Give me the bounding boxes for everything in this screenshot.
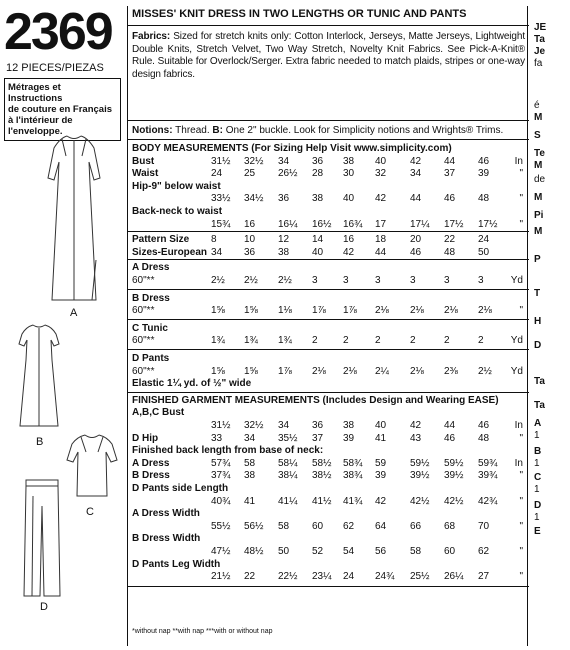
table-cell: 26½ bbox=[278, 168, 298, 180]
table-row bbox=[128, 419, 529, 432]
row-label: A Dress bbox=[132, 457, 170, 469]
table-cell: 1⅞ bbox=[343, 305, 357, 317]
table-cell: 44 bbox=[444, 155, 456, 167]
table-cell: 2½ bbox=[244, 275, 258, 286]
table-cell: 40 bbox=[375, 420, 387, 431]
table-cell: 17½ bbox=[478, 218, 498, 230]
table-cell: 60 bbox=[312, 520, 324, 532]
table-cell: 22 bbox=[244, 571, 256, 583]
table-cell: 14 bbox=[312, 234, 324, 246]
row-label: A Dress Width bbox=[132, 508, 200, 520]
table-cell: 34½ bbox=[244, 193, 264, 205]
table-cell: 3 bbox=[478, 275, 484, 286]
table-cell: 48½ bbox=[244, 546, 264, 557]
unit-label: " bbox=[519, 470, 523, 482]
clipped-text: Pi bbox=[534, 210, 544, 221]
table-cell: 30 bbox=[343, 168, 355, 180]
table-cell: 2⅛ bbox=[410, 305, 424, 317]
row-label: 60"** bbox=[132, 275, 155, 286]
table-cell: 50 bbox=[278, 546, 290, 557]
table-cell: 58½ bbox=[312, 457, 332, 469]
table-cell: 38¾ bbox=[343, 470, 363, 482]
table-cell: 42 bbox=[375, 193, 387, 205]
row-label: Elastic 1¼ yd. of ½" wide bbox=[132, 378, 252, 390]
unit-label: Yd bbox=[510, 275, 523, 286]
clipped-text: de bbox=[534, 174, 546, 185]
table-row bbox=[128, 352, 529, 365]
clipped-text: JE bbox=[534, 22, 547, 33]
table-cell: 1¾ bbox=[278, 335, 292, 347]
table-cell: 17½ bbox=[444, 218, 464, 230]
table-cell: 66 bbox=[410, 520, 422, 532]
table-cell: 23¼ bbox=[312, 571, 332, 583]
table-cell: 32 bbox=[375, 168, 387, 180]
table-cell: 2⅛ bbox=[410, 365, 424, 377]
table-cell: 1⅛ bbox=[278, 305, 292, 317]
table-row bbox=[128, 365, 529, 378]
table-cell: 8 bbox=[211, 234, 217, 246]
table-cell: 28 bbox=[312, 168, 324, 180]
table-cell: 2 bbox=[312, 335, 318, 347]
table-row bbox=[128, 432, 529, 445]
table-cell: 3 bbox=[343, 275, 349, 286]
table-cell: 27 bbox=[478, 571, 490, 583]
table-row bbox=[128, 334, 529, 347]
table-cell: 42 bbox=[410, 155, 422, 167]
row-label: C Tunic bbox=[132, 322, 168, 334]
unit-label: Yd bbox=[510, 365, 523, 377]
table-cell: 31½ bbox=[211, 420, 231, 431]
row-label: B Dress bbox=[132, 292, 170, 304]
table-row bbox=[128, 205, 529, 218]
table-cell: 20 bbox=[410, 234, 422, 246]
table-cell: 25 bbox=[244, 168, 256, 180]
table-cell: 37 bbox=[444, 168, 456, 180]
table-row bbox=[128, 155, 529, 168]
view-d-sketch bbox=[20, 476, 64, 600]
clipped-text: B bbox=[534, 446, 542, 457]
language-note-line: l'enveloppe. bbox=[8, 126, 63, 137]
table-row bbox=[128, 246, 529, 259]
divider bbox=[128, 349, 529, 350]
table-cell: 56½ bbox=[244, 520, 264, 532]
unit-label: " bbox=[519, 571, 523, 583]
table-row bbox=[128, 233, 529, 246]
table-cell: 48 bbox=[478, 432, 490, 444]
table-cell: 46 bbox=[410, 246, 422, 258]
table-cell: 44 bbox=[444, 420, 456, 431]
table-row bbox=[128, 167, 529, 180]
table-cell: 47½ bbox=[211, 546, 231, 557]
table-cell: 42½ bbox=[444, 495, 464, 507]
table-cell: 1¾ bbox=[211, 335, 225, 347]
clipped-text: M bbox=[534, 192, 543, 203]
clipped-text: D bbox=[534, 500, 542, 511]
table-cell: 2 bbox=[343, 335, 349, 347]
table-row bbox=[128, 292, 529, 305]
section-heading bbox=[128, 394, 529, 407]
table-cell: 2⅛ bbox=[478, 305, 492, 317]
table-row bbox=[128, 261, 529, 274]
pattern-number: 2369 bbox=[4, 3, 112, 61]
table-cell: 46 bbox=[478, 155, 490, 167]
envelope-back-main bbox=[127, 6, 528, 646]
row-label: 60"** bbox=[132, 305, 155, 317]
table-row bbox=[128, 322, 529, 335]
clipped-text: Ta bbox=[534, 34, 545, 45]
unit-label: " bbox=[519, 432, 523, 444]
table-cell: 2 bbox=[410, 335, 416, 347]
view-b-sketch bbox=[14, 322, 64, 430]
table-cell: 36 bbox=[244, 246, 256, 258]
table-cell: 1⅝ bbox=[244, 305, 258, 317]
table-cell: 33 bbox=[211, 432, 223, 444]
row-label: B Dress Width bbox=[132, 533, 201, 545]
table-cell: 39 bbox=[343, 432, 355, 444]
clipped-text: C bbox=[534, 472, 542, 483]
row-label: Finished back length from base of neck: bbox=[132, 445, 324, 457]
table-cell: 38 bbox=[312, 193, 324, 205]
table-cell: 41¾ bbox=[343, 495, 363, 507]
notions-b-label: B: bbox=[212, 125, 223, 136]
clipped-text: T bbox=[534, 288, 541, 299]
table-cell: 24 bbox=[211, 168, 223, 180]
table-cell: 40 bbox=[343, 193, 355, 205]
table-cell: 41½ bbox=[312, 495, 332, 507]
divider bbox=[128, 231, 529, 232]
table-cell: 39½ bbox=[410, 470, 430, 482]
notions-section bbox=[128, 123, 529, 140]
row-label: Sizes-European bbox=[132, 246, 208, 258]
row-label: B Dress bbox=[132, 470, 170, 482]
clipped-text: 1 bbox=[534, 458, 540, 469]
table-cell: 41¼ bbox=[278, 495, 298, 507]
table-cell: 26¼ bbox=[444, 571, 464, 583]
table-row bbox=[128, 274, 529, 287]
table-cell: 48 bbox=[478, 193, 490, 205]
table-cell: 33½ bbox=[211, 193, 231, 205]
table-cell: 3 bbox=[410, 275, 416, 286]
fabrics-label: Fabrics: bbox=[132, 31, 171, 42]
table-cell: 58¾ bbox=[343, 457, 363, 469]
unit-label: In bbox=[514, 155, 523, 167]
language-note-line: de couture en Français bbox=[8, 104, 113, 115]
table-cell: 3 bbox=[444, 275, 450, 286]
row-label: Bust bbox=[132, 155, 155, 167]
table-cell: 59¾ bbox=[478, 457, 498, 469]
divider bbox=[128, 259, 529, 260]
table-cell: 32½ bbox=[244, 420, 264, 431]
table-cell: 34 bbox=[278, 155, 290, 167]
table-cell: 59½ bbox=[444, 457, 464, 469]
notions-text: Thread. bbox=[175, 125, 213, 136]
clipped-text: 1 bbox=[534, 484, 540, 495]
table-cell: 1⅝ bbox=[211, 365, 225, 377]
language-note-line: Métrages et Instructions bbox=[8, 82, 63, 104]
table-cell: 18 bbox=[375, 234, 387, 246]
table-cell: 55½ bbox=[211, 520, 231, 532]
table-cell: 2½ bbox=[211, 275, 225, 286]
table-cell: 2⅛ bbox=[343, 365, 357, 377]
clipped-text: D bbox=[534, 340, 542, 351]
table-row bbox=[128, 558, 529, 571]
table-cell: 31½ bbox=[211, 155, 231, 167]
table-cell: 42½ bbox=[410, 495, 430, 507]
table-cell: 42 bbox=[375, 495, 387, 507]
table-row bbox=[128, 377, 529, 390]
divider bbox=[128, 289, 529, 290]
table-cell: 59½ bbox=[410, 457, 430, 469]
table-cell: 2½ bbox=[278, 275, 292, 286]
row-label: D Pants side Length bbox=[132, 483, 229, 494]
table-cell: 59 bbox=[375, 457, 387, 469]
view-a-sketch bbox=[40, 132, 108, 304]
clipped-text: E bbox=[534, 526, 541, 537]
table-cell: 16½ bbox=[312, 218, 332, 230]
table-cell: 37¾ bbox=[211, 470, 231, 482]
clipped-text: A bbox=[534, 418, 542, 429]
table-cell: 36 bbox=[312, 420, 324, 431]
table-cell: 21½ bbox=[211, 571, 231, 583]
divider bbox=[128, 392, 529, 393]
table-cell: 2⅜ bbox=[444, 365, 458, 377]
table-cell: 57¾ bbox=[211, 457, 231, 469]
clipped-text: 1 bbox=[534, 430, 540, 441]
table-cell: 1⅞ bbox=[312, 305, 326, 317]
table-row bbox=[128, 218, 529, 231]
table-row bbox=[128, 507, 529, 520]
table-cell: 1⅞ bbox=[278, 365, 292, 377]
table-row bbox=[128, 532, 529, 545]
table-cell: 46 bbox=[478, 420, 490, 431]
figure-label-c: C bbox=[86, 506, 94, 518]
table-cell: 46 bbox=[444, 432, 456, 444]
section-heading-text: FINISHED GARMENT MEASUREMENTS (Includes Design and Wearing EASE) bbox=[132, 394, 499, 406]
table-cell: 64 bbox=[375, 520, 387, 532]
table-cell: 16¾ bbox=[343, 218, 363, 230]
unit-label: " bbox=[519, 193, 523, 205]
table-cell: 48 bbox=[444, 246, 456, 258]
divider bbox=[128, 586, 529, 587]
table-cell: 24 bbox=[478, 234, 490, 246]
clipped-text: H bbox=[534, 316, 542, 327]
table-cell: 34 bbox=[244, 432, 256, 444]
row-label: A,B,C Bust bbox=[132, 407, 185, 419]
table-cell: 60 bbox=[444, 546, 456, 557]
notions-label: Notions: bbox=[132, 125, 173, 136]
table-row bbox=[128, 180, 529, 193]
table-cell: 68 bbox=[444, 520, 456, 532]
view-c-sketch bbox=[64, 432, 120, 500]
table-cell: 58 bbox=[278, 520, 290, 532]
table-cell: 44 bbox=[375, 246, 387, 258]
unit-label: In bbox=[514, 420, 523, 431]
unit-label: " bbox=[519, 520, 523, 532]
table-cell: 10 bbox=[244, 234, 256, 246]
table-cell: 16 bbox=[343, 234, 355, 246]
row-label: A Dress bbox=[132, 262, 170, 274]
row-label: D Pants bbox=[132, 353, 170, 364]
table-cell: 16¼ bbox=[278, 218, 298, 230]
row-label: 60"** bbox=[132, 365, 155, 377]
unit-label: " bbox=[519, 305, 523, 317]
clipped-text: Ta bbox=[534, 400, 545, 411]
table-cell: 1⅝ bbox=[244, 365, 258, 377]
table-cell: 56 bbox=[375, 546, 387, 557]
clipped-text: fa bbox=[534, 58, 543, 69]
table-row bbox=[128, 469, 529, 482]
clipped-text: P bbox=[534, 254, 541, 265]
table-cell: 32½ bbox=[244, 155, 264, 167]
table-cell: 2⅛ bbox=[312, 365, 326, 377]
unit-label: " bbox=[519, 495, 523, 507]
table-cell: 37 bbox=[312, 432, 324, 444]
table-row bbox=[128, 545, 529, 558]
table-row bbox=[128, 495, 529, 508]
table-cell: 17 bbox=[375, 218, 387, 230]
table-cell: 40¾ bbox=[211, 495, 231, 507]
clipped-text: é bbox=[534, 100, 540, 111]
table-cell: 3 bbox=[375, 275, 381, 286]
table-cell: 38¼ bbox=[278, 470, 298, 482]
table-cell: 24 bbox=[343, 571, 355, 583]
table-cell: 39½ bbox=[444, 470, 464, 482]
table-cell: 22½ bbox=[278, 571, 298, 583]
table-row bbox=[128, 192, 529, 205]
adjacent-column-clipped bbox=[532, 6, 570, 646]
table-cell: 42¾ bbox=[478, 495, 498, 507]
table-row bbox=[128, 406, 529, 419]
table-row bbox=[128, 304, 529, 317]
table-cell: 22 bbox=[444, 234, 456, 246]
figure-label-d: D bbox=[40, 601, 48, 613]
table-cell: 52 bbox=[312, 546, 324, 557]
table-cell: 2⅛ bbox=[444, 305, 458, 317]
table-cell: 1⅝ bbox=[211, 305, 225, 317]
table-cell: 15¾ bbox=[211, 218, 231, 230]
table-cell: 42 bbox=[410, 420, 422, 431]
table-cell: 43 bbox=[410, 432, 422, 444]
table-cell: 42 bbox=[343, 246, 355, 258]
section-heading-text: BODY MEASUREMENTS (For Sizing Help Visit www.simplicity.com) bbox=[132, 143, 452, 154]
table-cell: 34 bbox=[278, 420, 290, 431]
table-cell: 41 bbox=[375, 432, 387, 444]
table-cell: 58 bbox=[244, 457, 256, 469]
table-cell: 62 bbox=[343, 520, 355, 532]
pattern-title: MISSES' KNIT DRESS IN TWO LENGTHS OR TUNIC AND PANTS bbox=[128, 8, 529, 26]
table-cell: 35½ bbox=[278, 432, 298, 444]
unit-label: " bbox=[519, 218, 523, 230]
clipped-text: Je bbox=[534, 46, 546, 57]
table-cell: 39 bbox=[375, 470, 387, 482]
table-cell: 12 bbox=[278, 234, 290, 246]
section-heading bbox=[128, 142, 529, 155]
table-cell: 2 bbox=[444, 335, 450, 347]
row-label: 60"** bbox=[132, 335, 155, 347]
table-cell: 38 bbox=[278, 246, 290, 258]
table-cell: 54 bbox=[343, 546, 355, 557]
figure-label-a: A bbox=[70, 307, 78, 319]
row-label: D Hip bbox=[132, 432, 159, 444]
pieces-count: 12 PIECES/PIEZAS bbox=[6, 62, 104, 74]
table-cell: 25½ bbox=[410, 571, 430, 583]
figure-label-b: B bbox=[36, 436, 44, 448]
table-cell: 58 bbox=[410, 546, 422, 557]
table-cell: 62 bbox=[478, 546, 490, 557]
footnote: *without nap **with nap ***with or without nap bbox=[132, 628, 273, 635]
table-cell: 58¼ bbox=[278, 457, 298, 469]
row-label: Pattern Size bbox=[132, 234, 190, 246]
unit-label: " bbox=[519, 168, 523, 180]
table-cell: 2 bbox=[375, 335, 381, 347]
table-cell: 39 bbox=[478, 168, 490, 180]
table-cell: 1¾ bbox=[244, 335, 258, 347]
clipped-text: S bbox=[534, 130, 541, 141]
table-cell: 36 bbox=[278, 193, 290, 205]
table-row bbox=[128, 444, 529, 457]
table-cell: 38 bbox=[343, 420, 355, 431]
fabrics-text: Sized for stretch knits only: Cotton Interlock, Jerseys, Matte Jerseys, Lightweight Double Knits, Stretch Velvet, Two Way Stretch, Novelty Knit Fabrics. See Pick-A-Knit® Rule. Suitable for Overlock/Serger. Extra fabric needed to match plaids, stripes or one-way design fabrics. bbox=[132, 31, 525, 80]
table-cell: 39¾ bbox=[478, 470, 498, 482]
table-cell: 70 bbox=[478, 520, 490, 532]
table-cell: 40 bbox=[312, 246, 324, 258]
table-cell: 2½ bbox=[478, 365, 492, 377]
clipped-text: Ta bbox=[534, 376, 545, 387]
left-column bbox=[0, 0, 125, 650]
table-row bbox=[128, 520, 529, 533]
table-cell: 17¼ bbox=[410, 218, 430, 230]
table-row bbox=[128, 570, 529, 583]
unit-label: In bbox=[514, 457, 523, 469]
table-row bbox=[128, 457, 529, 470]
fabrics-section bbox=[128, 28, 529, 121]
table-cell: 38½ bbox=[312, 470, 332, 482]
table-cell: 3 bbox=[312, 275, 318, 286]
table-cell: 36 bbox=[312, 155, 324, 167]
table-cell: 44 bbox=[410, 193, 422, 205]
table-cell: 50 bbox=[478, 246, 490, 258]
table-row bbox=[128, 482, 529, 495]
table-cell: 2⅛ bbox=[375, 305, 389, 317]
table-cell: 46 bbox=[444, 193, 456, 205]
unit-label: Yd bbox=[510, 335, 523, 347]
table-cell: 38 bbox=[244, 470, 256, 482]
table-cell: 16 bbox=[244, 218, 256, 230]
clipped-text: M bbox=[534, 226, 543, 237]
notions-b-text: One 2" buckle. Look for Simplicity notions and Wrights® Trims. bbox=[222, 125, 504, 136]
table-cell: 24¾ bbox=[375, 571, 395, 583]
table-cell: 2 bbox=[478, 335, 484, 347]
row-label: D Pants Leg Width bbox=[132, 558, 221, 570]
table-cell: 34 bbox=[211, 246, 223, 258]
unit-label: " bbox=[519, 546, 523, 557]
table-cell: 2¼ bbox=[375, 365, 389, 377]
clipped-text: M bbox=[534, 112, 543, 123]
language-note-line: à l'intérieur de bbox=[8, 115, 73, 126]
clipped-text: Te bbox=[534, 148, 545, 159]
row-label: Waist bbox=[132, 168, 159, 180]
row-label: Hip-9" below waist bbox=[132, 180, 221, 192]
divider bbox=[128, 319, 529, 320]
clipped-text: M bbox=[534, 160, 543, 171]
row-label: Back-neck to waist bbox=[132, 206, 223, 217]
table-cell: 38 bbox=[343, 155, 355, 167]
clipped-text: 1 bbox=[534, 512, 540, 523]
table-cell: 40 bbox=[375, 155, 387, 167]
table-cell: 34 bbox=[410, 168, 422, 180]
table-cell: 41 bbox=[244, 495, 256, 507]
